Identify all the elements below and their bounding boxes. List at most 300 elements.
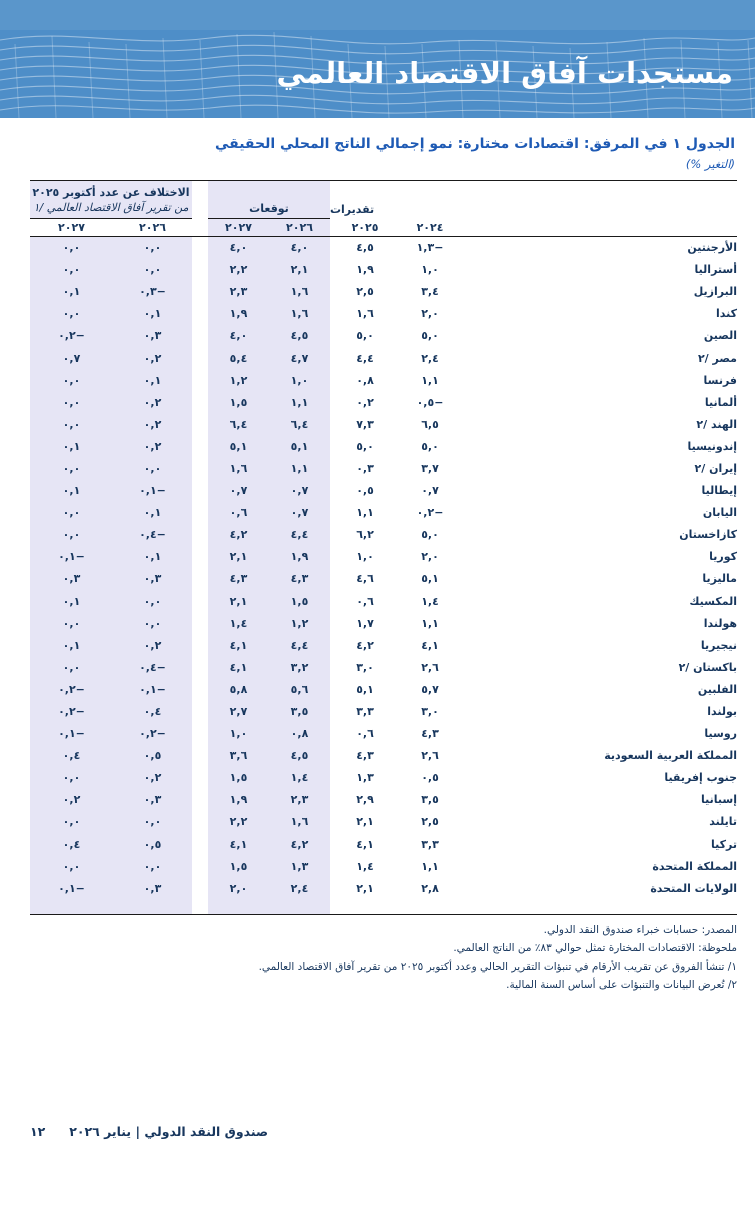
column-gap [192, 435, 208, 457]
country-cell: الهند /٢ [696, 417, 737, 431]
cell-forecast-2027: ٤,٢ [208, 524, 269, 546]
cell-2024: −٠,٢ [416, 506, 444, 520]
cell-2024: −١,٣ [416, 241, 444, 255]
cell-2025: ٠,٣ [356, 461, 374, 475]
table-row [30, 325, 737, 347]
cell-2025: ١,٧ [356, 616, 374, 630]
cell-2025: ٥,٠ [356, 439, 374, 453]
column-gap [192, 877, 208, 899]
cell-forecast-2027: ١,٩ [208, 303, 269, 325]
column-gap [192, 391, 208, 413]
column-gap [192, 237, 208, 259]
cell-2025: ٠,٦ [356, 727, 374, 741]
cell-diff-2027: ٠,٠ [30, 855, 113, 877]
country-cell: الصين [703, 329, 737, 343]
cell-forecast-2027: ٠,٧ [208, 480, 269, 502]
cell-2025: ٤,٢ [356, 638, 374, 652]
source-note: المصدر: حسابات خبراء صندوق النقد الدولي. [543, 923, 737, 936]
country-cell: تركيا [711, 837, 737, 851]
cell-2024: ٥,١ [421, 572, 439, 586]
cell-forecast-2026: ٢,٤ [269, 877, 330, 899]
cell-forecast-2026: ١,٢ [269, 612, 330, 634]
cell-diff-2026: ٠,٥ [113, 745, 192, 767]
cell-diff-2026: ٠,٠ [113, 259, 192, 281]
cell-2025: ١,١ [356, 506, 374, 520]
cell-diff-2027: −٠,٢ [30, 678, 113, 700]
year-header-row [30, 219, 737, 237]
cell-forecast-2026: ١,٣ [269, 855, 330, 877]
cell-forecast-2027: ١,٦ [208, 457, 269, 479]
year-header-forecast-2026: ٢٠٢٦ [269, 219, 330, 237]
column-gap [192, 789, 208, 811]
country-cell: أستراليا [694, 263, 737, 277]
cell-forecast-2027: ٢,٢ [208, 811, 269, 833]
year-header-2024: ٢٠٢٤ [400, 219, 460, 237]
cell-forecast-2026: ١,٦ [269, 281, 330, 303]
cell-forecast-2026: ١,٦ [269, 811, 330, 833]
table-row [30, 789, 737, 811]
cell-diff-2027: −٠,١ [30, 877, 113, 899]
cell-diff-2026: −٠,٤ [113, 656, 192, 678]
cell-diff-2026: ٠,٣ [113, 789, 192, 811]
cell-diff-2026: ٠,٥ [113, 833, 192, 855]
table-row [30, 678, 737, 700]
difference-group-header [30, 181, 192, 219]
cell-forecast-2027: ٢,١ [208, 546, 269, 568]
cell-forecast-2026: ٠,٧ [269, 480, 330, 502]
cell-forecast-2027: ٥,٤ [208, 347, 269, 369]
cell-2025: ٣,٣ [356, 705, 374, 719]
column-gap [192, 181, 208, 219]
country-cell: إندونيسيا [687, 439, 737, 453]
cell-forecast-2027: ٤,١ [208, 656, 269, 678]
cell-diff-2027: −٠,١ [30, 723, 113, 745]
cell-forecast-2026: ١,١ [269, 391, 330, 413]
table-row [30, 303, 737, 325]
cell-2024: ١,٤ [421, 594, 439, 608]
year-header-forecast-2027: ٢٠٢٧ [208, 219, 269, 237]
cell-diff-2026: ٠,٣ [113, 325, 192, 347]
country-cell: المملكة العربية السعودية [604, 749, 737, 763]
country-cell: جنوب إفريقيا [664, 771, 737, 785]
table-row [30, 480, 737, 502]
cell-2025: ٤,٣ [356, 749, 374, 763]
column-gap [192, 723, 208, 745]
column-gap [192, 656, 208, 678]
cell-forecast-2026: ٠,٨ [269, 723, 330, 745]
cell-2024: ١,١ [421, 616, 439, 630]
cell-2024: ٣,٧ [421, 461, 439, 475]
cell-2024: ٢,٦ [421, 660, 439, 674]
cell-2025: ٠,٦ [356, 594, 374, 608]
table-row [30, 237, 737, 259]
cell-diff-2027: −٠,٢ [30, 325, 113, 347]
cell-forecast-2026: ٤,٥ [269, 745, 330, 767]
cell-2024: ١,٠ [421, 263, 439, 277]
cell-diff-2026: ٠,١ [113, 502, 192, 524]
cell-2025: ٢,٩ [356, 793, 374, 807]
footnote-1: ١/ تنشأ الفروق عن تقريب الأرقام في تنبؤات التقرير الحالي وعدد أكتوبر ٢٠٢٥ من تقرير آفاق الاقتصاد العالمي. [258, 960, 737, 973]
cell-2025: ١,٣ [356, 771, 374, 785]
group-header-row [30, 181, 737, 219]
cell-2024: ٢,٠ [421, 550, 439, 564]
cell-diff-2026: ٠,٣ [113, 568, 192, 590]
cell-2025: ٠,٨ [356, 373, 374, 387]
cell-2024: ٣,٠ [421, 705, 439, 719]
country-cell: كندا [715, 307, 737, 321]
cell-2025: ٤,١ [356, 837, 374, 851]
column-gap [192, 325, 208, 347]
table-row [30, 546, 737, 568]
table-row [30, 745, 737, 767]
cell-forecast-2026: ٥,٦ [269, 678, 330, 700]
cell-2025: ٤,٥ [356, 241, 374, 255]
cell-2025: ٤,٤ [356, 351, 374, 365]
cell-diff-2027: ٠,٠ [30, 524, 113, 546]
country-cell: إيطاليا [701, 484, 737, 498]
year-header-diff-2026: ٢٠٢٦ [113, 219, 192, 237]
country-cell: الأرجنتين [687, 241, 737, 255]
cell-diff-2027: ٠,١ [30, 480, 113, 502]
cell-forecast-2027: ٢,١ [208, 590, 269, 612]
cell-diff-2027: ٠,٠ [30, 303, 113, 325]
cell-diff-2027: ٠,٠ [30, 656, 113, 678]
country-cell: ماليزيا [702, 572, 737, 586]
country-cell: هولندا [703, 616, 737, 630]
cell-forecast-2027: ٢,٧ [208, 700, 269, 722]
table-spacer-row [30, 899, 737, 914]
country-cell: إسبانيا [701, 793, 737, 807]
difference-header-line2: من تقرير آفاق الاقتصاد العالمي /١ [33, 201, 189, 214]
cell-forecast-2026: ٤,٢ [269, 833, 330, 855]
cell-diff-2026: ٠,٢ [113, 391, 192, 413]
cell-diff-2027: ٠,٠ [30, 259, 113, 281]
country-cell: نيجيريا [700, 638, 737, 652]
cell-2025: ٠,٢ [356, 395, 374, 409]
column-gap [192, 303, 208, 325]
report-banner [0, 0, 755, 118]
column-gap [192, 347, 208, 369]
table-row [30, 259, 737, 281]
cell-2025: ٠,٥ [356, 484, 374, 498]
cell-forecast-2027: ١,٠ [208, 723, 269, 745]
cell-2025: ٢,١ [356, 815, 374, 829]
cell-2025: ١,٤ [356, 859, 374, 873]
column-gap [192, 502, 208, 524]
cell-forecast-2026: ٤,٤ [269, 634, 330, 656]
cell-diff-2026: ٠,٢ [113, 347, 192, 369]
cell-diff-2026: −٠,٢ [113, 723, 192, 745]
page-footer [30, 1124, 268, 1139]
table-subtitle: (التغير %) [685, 157, 735, 171]
year-header-2025: ٢٠٢٥ [330, 219, 400, 237]
table-row [30, 767, 737, 789]
cell-2024: ٥,٠ [421, 439, 439, 453]
cell-diff-2027: ٠,٠ [30, 457, 113, 479]
cell-forecast-2027: ٤,٠ [208, 325, 269, 347]
table-row [30, 568, 737, 590]
cell-diff-2026: ٠,٠ [113, 855, 192, 877]
cell-forecast-2026: ٤,٧ [269, 347, 330, 369]
forecasts-group-header: توقعات [208, 181, 330, 219]
cell-diff-2026: ٠,٢ [113, 413, 192, 435]
page-content [0, 118, 755, 995]
cell-forecast-2027: ١,٥ [208, 767, 269, 789]
cell-forecast-2027: ٠,٦ [208, 502, 269, 524]
country-cell: الفلبين [697, 682, 737, 696]
cell-diff-2027: ٠,١ [30, 435, 113, 457]
column-gap [192, 833, 208, 855]
cell-forecast-2026: ٤,٠ [269, 237, 330, 259]
cell-diff-2027: ٠,٧ [30, 347, 113, 369]
cell-diff-2026: ٠,١ [113, 546, 192, 568]
cell-diff-2027: ٠,١ [30, 590, 113, 612]
column-gap [192, 413, 208, 435]
table-row [30, 612, 737, 634]
table-row [30, 877, 737, 899]
cell-forecast-2026: ٣,٥ [269, 700, 330, 722]
country-cell: باكستان /٢ [678, 660, 737, 674]
estimates-group-header: تقديرات [329, 202, 375, 216]
cell-forecast-2027: ٦,٤ [208, 413, 269, 435]
table-row [30, 634, 737, 656]
column-gap [192, 678, 208, 700]
cell-2025: ٧,٣ [356, 417, 374, 431]
cell-diff-2026: ٠,١ [113, 303, 192, 325]
cell-forecast-2027: ٥,١ [208, 435, 269, 457]
cell-2025: ١,٩ [356, 263, 374, 277]
column-gap [192, 259, 208, 281]
table-title: الجدول ١ في المرفق: اقتصادات مختارة: نمو إجمالي الناتج المحلي الحقيقي [214, 136, 735, 152]
cell-forecast-2026: ٥,١ [269, 435, 330, 457]
cell-forecast-2026: ٢,١ [269, 259, 330, 281]
cell-diff-2026: −٠,١ [113, 678, 192, 700]
country-cell: البرازيل [693, 285, 737, 299]
table-row [30, 700, 737, 722]
country-cell: المملكة المتحدة [652, 859, 737, 873]
cell-diff-2026: −٠,٤ [113, 524, 192, 546]
cell-2024: ٣,٣ [421, 837, 439, 851]
cell-2025: ٢,١ [356, 881, 374, 895]
cell-2024: ٣,٤ [421, 285, 439, 299]
cell-2024: ٢,٤ [421, 351, 439, 365]
cell-forecast-2026: ١,١ [269, 457, 330, 479]
cell-diff-2027: ٠,٤ [30, 833, 113, 855]
column-gap [192, 281, 208, 303]
table-row [30, 524, 737, 546]
year-header-diff-2027: ٢٠٢٧ [30, 219, 113, 237]
table-row [30, 502, 737, 524]
footer-publication: صندوق النقد الدولي | يناير ٢٠٢٦ [69, 1124, 269, 1139]
cell-diff-2026: ٠,٣ [113, 877, 192, 899]
country-cell: إيران /٢ [694, 461, 737, 475]
cell-diff-2027: ٠,٠ [30, 413, 113, 435]
cell-diff-2027: ٠,٤ [30, 745, 113, 767]
country-column-header [460, 181, 737, 219]
cell-diff-2027: ٠,٠ [30, 767, 113, 789]
cell-forecast-2027: ١,٤ [208, 612, 269, 634]
cell-2024: ٠,٧ [421, 484, 439, 498]
country-cell: ألمانيا [704, 395, 737, 409]
cell-diff-2027: ٠,٢ [30, 789, 113, 811]
cell-2024: ٥,٠ [421, 329, 439, 343]
column-gap [192, 745, 208, 767]
cell-diff-2026: ٠,٠ [113, 811, 192, 833]
country-cell: المكسيك [689, 594, 737, 608]
column-gap [192, 524, 208, 546]
table-row [30, 590, 737, 612]
cell-2024: ٠,٥ [421, 771, 439, 785]
cell-diff-2027: ٠,٣ [30, 568, 113, 590]
table-row [30, 811, 737, 833]
cell-forecast-2026: ٤,٤ [269, 524, 330, 546]
country-cell: تايلند [709, 815, 737, 829]
cell-forecast-2026: ١,٤ [269, 767, 330, 789]
report-title: مستجدات آفاق الاقتصاد العالمي [276, 56, 733, 90]
cell-2024: ١,١ [421, 373, 439, 387]
cell-forecast-2027: ١,٥ [208, 391, 269, 413]
cell-diff-2026: ٠,٤ [113, 700, 192, 722]
country-cell: كازاخستان [679, 528, 737, 542]
cell-forecast-2026: ١,٦ [269, 303, 330, 325]
cell-2024: ٢,٨ [421, 881, 439, 895]
cell-diff-2027: −٠,٢ [30, 700, 113, 722]
cell-diff-2026: ٠,٢ [113, 634, 192, 656]
cell-diff-2026: ٠,٢ [113, 767, 192, 789]
cell-forecast-2027: ٤,٣ [208, 568, 269, 590]
country-cell: الولايات المتحدة [650, 881, 737, 895]
footer-page-number: ١٢ [30, 1124, 46, 1139]
cell-forecast-2027: ١,٢ [208, 369, 269, 391]
table-row [30, 347, 737, 369]
country-cell: كوريا [709, 550, 737, 564]
cell-forecast-2027: ٢,٣ [208, 281, 269, 303]
cell-forecast-2027: ٥,٨ [208, 678, 269, 700]
cell-diff-2026: −٠,١ [113, 480, 192, 502]
column-gap [192, 590, 208, 612]
cell-forecast-2026: ٢,٣ [269, 789, 330, 811]
cell-forecast-2026: ٦,٤ [269, 413, 330, 435]
table-notes [0, 921, 737, 995]
column-gap [192, 855, 208, 877]
table-row [30, 413, 737, 435]
cell-2024: ٣,٥ [421, 793, 439, 807]
cell-diff-2027: ٠,٠ [30, 369, 113, 391]
table-row [30, 457, 737, 479]
table-row [30, 855, 737, 877]
cell-forecast-2027: ٢,٠ [208, 877, 269, 899]
cell-2025: ٦,٢ [356, 528, 374, 542]
cell-diff-2026: ٠,٠ [113, 590, 192, 612]
cell-2025: ١,٠ [356, 550, 374, 564]
cell-2025: ٤,٦ [356, 572, 374, 586]
cell-2024: ٤,١ [421, 638, 439, 652]
cell-2025: ١,٦ [356, 307, 374, 321]
column-gap [192, 634, 208, 656]
cell-forecast-2027: ١,٥ [208, 855, 269, 877]
cell-forecast-2026: ١,٩ [269, 546, 330, 568]
cell-2024: ٥,٠ [421, 528, 439, 542]
column-gap [192, 546, 208, 568]
table-row [30, 391, 737, 413]
coverage-note: ملحوظة: الاقتصادات المختارة تمثل حوالي ٨٣٪ من الناتج العالمي. [453, 942, 737, 955]
cell-2025: ٢,٥ [356, 285, 374, 299]
country-cell: اليابان [702, 506, 737, 520]
cell-forecast-2027: ٢,٢ [208, 259, 269, 281]
column-gap [192, 369, 208, 391]
cell-2024: ٢,٦ [421, 749, 439, 763]
cell-forecast-2026: ٠,٧ [269, 502, 330, 524]
column-gap [192, 568, 208, 590]
column-gap [192, 811, 208, 833]
cell-2024: −٠,٥ [416, 395, 444, 409]
cell-2025: ٣,٠ [356, 660, 374, 674]
cell-diff-2027: ٠,٠ [30, 391, 113, 413]
column-gap [192, 767, 208, 789]
footnote-2: ٢/ تُعرض البيانات والتنبؤات على أساس السنة المالية. [506, 979, 737, 992]
country-cell: روسيا [704, 727, 737, 741]
table-body [30, 237, 737, 915]
column-gap [192, 457, 208, 479]
cell-diff-2027: ٠,١ [30, 634, 113, 656]
table-row [30, 369, 737, 391]
cell-diff-2026: −٠,٣ [113, 281, 192, 303]
table-row [30, 723, 737, 745]
cell-diff-2027: ٠,٠ [30, 811, 113, 833]
column-gap [192, 612, 208, 634]
difference-header-line1: الاختلاف عن عدد أكتوبر ٢٠٢٥ [32, 186, 190, 199]
gdp-growth-table [30, 180, 737, 915]
cell-2025: ٥,٠ [356, 329, 374, 343]
cell-forecast-2027: ٤,١ [208, 833, 269, 855]
column-gap [192, 219, 208, 237]
cell-2024: ٢,٥ [421, 815, 439, 829]
country-cell: بولندا [707, 705, 737, 719]
cell-2024: ١,١ [421, 859, 439, 873]
cell-forecast-2026: ١,٥ [269, 590, 330, 612]
cell-forecast-2026: ١,٠ [269, 369, 330, 391]
country-cell: مصر /٢ [697, 351, 737, 365]
cell-2025: ٥,١ [356, 682, 374, 696]
cell-diff-2027: ٠,٠ [30, 612, 113, 634]
table-header [30, 181, 737, 237]
cell-forecast-2026: ٤,٣ [269, 568, 330, 590]
cell-diff-2026: ٠,٢ [113, 435, 192, 457]
table-row [30, 833, 737, 855]
cell-diff-2026: ٠,٠ [113, 237, 192, 259]
country-cell: فرنسا [703, 373, 737, 387]
column-gap [192, 700, 208, 722]
cell-diff-2027: ٠,١ [30, 281, 113, 303]
cell-2024: ٤,٣ [421, 727, 439, 741]
cell-diff-2026: ٠,٠ [113, 457, 192, 479]
table-row [30, 281, 737, 303]
cell-2024: ٢,٠ [421, 307, 439, 321]
cell-forecast-2027: ١,٩ [208, 789, 269, 811]
cell-forecast-2027: ٤,٠ [208, 237, 269, 259]
cell-diff-2026: ٠,١ [113, 369, 192, 391]
cell-2024: ٥,٧ [421, 682, 439, 696]
cell-diff-2026: ٠,٠ [113, 612, 192, 634]
cell-forecast-2026: ٣,٢ [269, 656, 330, 678]
cell-forecast-2026: ٤,٥ [269, 325, 330, 347]
cell-diff-2027: ٠,٠ [30, 237, 113, 259]
country-column-header [460, 219, 737, 237]
cell-diff-2027: −٠,١ [30, 546, 113, 568]
cell-forecast-2027: ٣,٦ [208, 745, 269, 767]
column-gap [192, 480, 208, 502]
cell-2024: ٦,٥ [421, 417, 439, 431]
